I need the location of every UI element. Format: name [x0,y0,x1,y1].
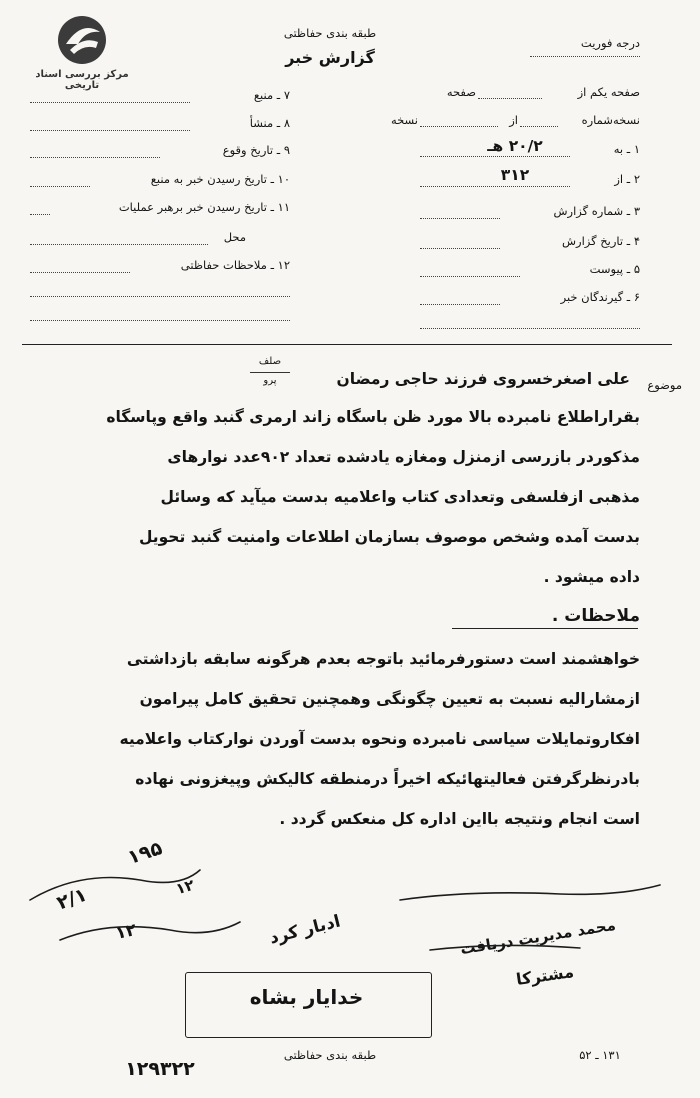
logo-text: مرکز بررسی اسناد تاریخی [35,69,129,91]
handwritten-bottom-number: ۱۲۹۳۲۲ [125,1058,195,1080]
form-code: ۱۳۱ ـ ۵۲ [579,1048,621,1062]
urgency-label: درجه فوریت [580,36,640,50]
field-place-label: محل [223,230,246,244]
field-received-source-label: ۱۰ ـ تاریخ رسیدن خبر به منبع [150,172,290,186]
field-page-suffix: صفحه [446,85,476,99]
field-origin-label: ۸ ـ منشأ [249,116,290,130]
subject-side-top: صلف [258,356,282,367]
signature-stamp [185,972,432,1038]
remarks-line-5: است انجام ونتیجه بااین اداره کل منعکس گردد . [279,810,640,828]
subject-label: موضوع [647,378,682,392]
field-page-label: صفحه یکم از [577,85,640,99]
field-event-date-label: ۹ ـ تاریخ وقوع [222,143,290,157]
classification-top: طبقه بندی حفاظتی [283,26,377,40]
form-title: گزارش خبر [285,48,375,67]
handwritten-date-small: ۱۲ [173,875,197,899]
subject-fraction-line [250,372,290,373]
field-copy-mid: از [509,113,518,127]
body-line-5: داده میشود . [543,568,640,586]
stamp-text: خدایار بشاه [249,985,364,1009]
field-received-ops-label: ۱۱ ـ تاریخ رسیدن خبر برهبر عملیات [118,200,290,214]
handwritten-date-number: ۱۹۵ [125,837,165,869]
body-line-1: بقراراطلاع نامبرده بالا مورد ظن باسگاه زاند ارمری گنبد واقع وپاسگاه [106,408,640,426]
field-to-label: ۱ ـ به [613,142,640,156]
field-from-value: ۳۱۲ [500,166,530,184]
field-security-notes-label: ۱۲ ـ ملاحظات حفاظتی [180,258,290,272]
handwritten-right-note-2: مشترکا [514,962,576,989]
field-recipients-label: ۶ ـ گیرندگان خبر [560,290,640,304]
header-divider [22,344,672,345]
body-line-2: مذکوردر بازرسی ازمنزل ومغازه یادشده تعداد ۹۰۲عدد نوارهای [167,448,640,466]
field-attachment-label: ۵ ـ پیوست [589,262,640,276]
subject-text: علی اصغرخسروی فرزند حاجی رمضان [336,370,630,388]
field-source-label: ۷ ـ منبع [253,88,290,102]
remarks-line-4: بادرنظرگرفتن فعالیتهائیکه اخیراً درمنطقه کالیکش وپیغزونی نهاده [135,770,640,788]
remarks-heading: ملاحظات . [551,606,640,626]
body-line-3: مذهبی ازفلسفی وتعدادی کتاب واعلامیه بدست میآید که وسائل [160,488,640,506]
field-copy-label: نسخه‌شماره [581,113,640,127]
field-to-value: ۲۰/۲ هـ [487,137,543,155]
body-line-4: بدست آمده وشخص موصوف بسازمان اطلاعات وامنیت گنبد تحویل [138,528,640,546]
field-copy-suffix: نسخه [390,113,418,127]
field-report-date-label: ۴ ـ تاریخ گزارش [561,234,640,248]
classification-bottom: طبقه بندی حفاظتی [283,1048,377,1062]
remarks-line-3: افکاروتمایلات سیاسی نامبرده ونحوه بدست آوردن نوارکتاب واعلامیه [119,730,640,748]
archive-logo [22,14,142,91]
field-report-no-label: ۳ ـ شماره گزارش [553,204,640,218]
remarks-line-2: ازمشارالیه نسبت به تعیین چگونگی وهمچنین تحقیق کامل پیرامون [139,690,640,708]
remarks-heading-underline [452,628,638,629]
remarks-line-1: خواهشمند است دستورفرمائید باتوجه بعدم هرگونه سابقه بازداشتی [126,650,640,668]
field-from-label: ۲ ـ از [614,172,640,186]
handwritten-right-note-1: محمد مدیریت دریافت [459,915,617,959]
handwritten-date-left: ۲/۱ [54,883,90,915]
archive-emblem-icon [56,14,108,66]
subject-side-bottom: پرو [263,375,277,386]
handwritten-middle-note: ادبار کرد [267,911,343,949]
handwritten-ref-left: ۱۲ [113,920,139,944]
